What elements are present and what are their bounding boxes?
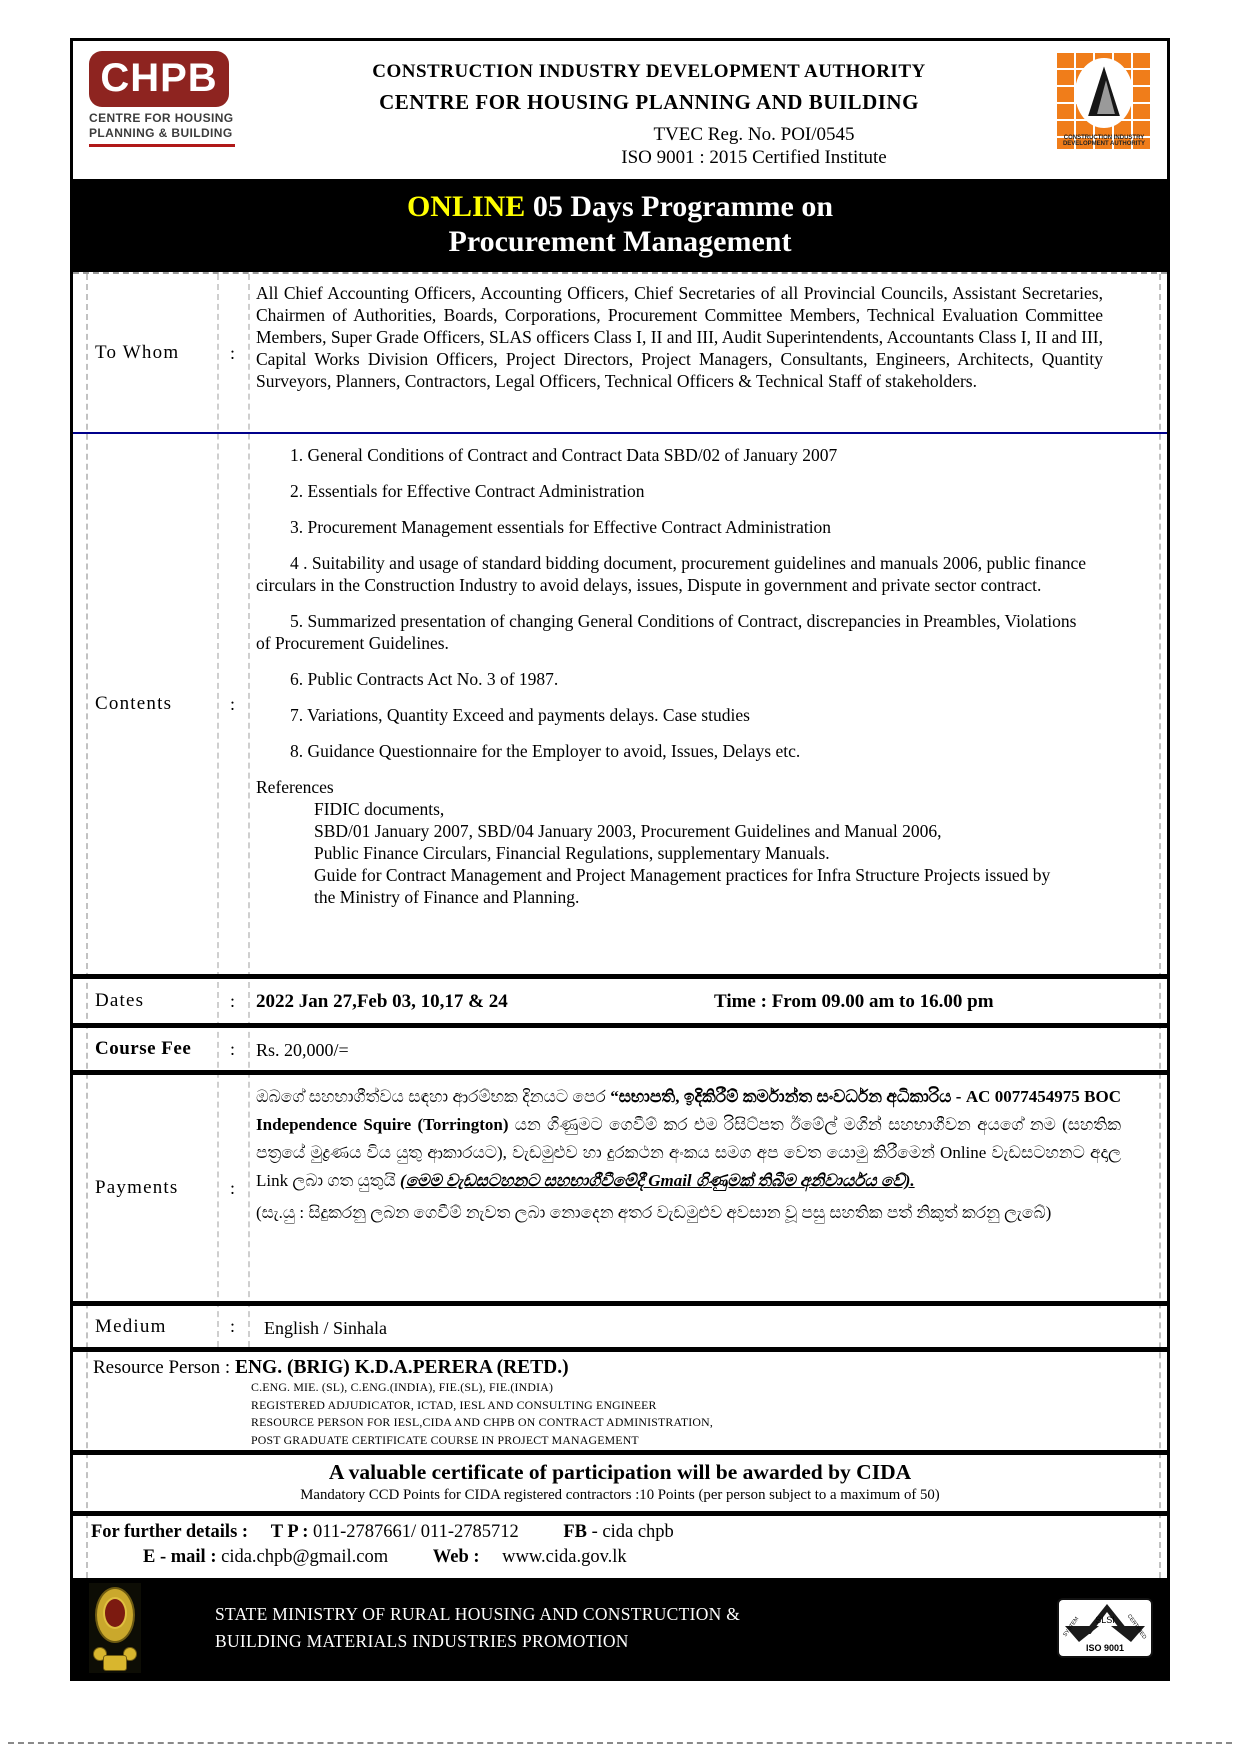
slsi-logo-icon bbox=[1057, 1598, 1153, 1658]
navy-separator bbox=[73, 432, 1167, 434]
row-payments bbox=[73, 1075, 1167, 1301]
contents-item: 2. Essentials for Effective Contract Administration bbox=[290, 481, 645, 501]
email-value: cida.chpb@gmail.com bbox=[221, 1547, 389, 1567]
contents-item: 3. Procurement Management essentials for Effective Contract Administration bbox=[290, 517, 832, 537]
table-body bbox=[73, 272, 1167, 1578]
payments-colon: : bbox=[229, 1177, 235, 1198]
fb-value: - cida chpb bbox=[591, 1522, 674, 1542]
cida-logo-icon bbox=[1057, 53, 1151, 149]
medium-value: English / Sinhala bbox=[264, 1317, 387, 1338]
title-online-word: ONLINE bbox=[406, 190, 526, 223]
emblem-base bbox=[103, 1655, 127, 1671]
to-whom-colon: : bbox=[229, 342, 235, 363]
thick-separator-7 bbox=[73, 1511, 1167, 1516]
header bbox=[73, 41, 1167, 179]
certificate-line1: A valuable certificate of participation will be awarded by CIDA bbox=[328, 1460, 912, 1484]
thick-separator-5 bbox=[73, 1347, 1167, 1352]
details-line2 bbox=[91, 1547, 1167, 1568]
dates-colon: : bbox=[229, 990, 235, 1011]
to-whom-text: All Chief Accounting Officers, Accounting Officers, Chief Secretaries of all Provincial Councils, Assistant Secretaries, Chairmen of Authorities, Boards, Corporations, Procurement Committee Members, Technical Evaluation Committee Members, Super Grade Officers, SLAS officers Class I, II and III, Audit Superintendents, Accountants Class I, II and III, Capital Works Division Officers, Project Directors, Project Managers, Consultants, Engineers, Architects, Quantity Surveyors, Planners, Contractors, Legal Officers, Technical Officers & Technical Staff of stakeholders. bbox=[256, 283, 1103, 391]
emblem-core bbox=[103, 1597, 127, 1629]
resource-person-name: ENG. (BRIG) K.D.A.PERERA (RETD.) bbox=[234, 1357, 569, 1378]
ministry-line1: STATE MINISTRY OF RURAL HOUSING AND CONSTRUCTION & bbox=[215, 1603, 741, 1624]
tp-label: T P : bbox=[270, 1522, 309, 1542]
cida-oval-shape bbox=[1075, 58, 1133, 128]
title-line1-rest: 05 Days Programme on bbox=[525, 190, 834, 223]
reference-line: Guide for Contract Management and Project Management practices for Infra Structure Projects issued by the Ministry of Finance and Planning. bbox=[314, 865, 1051, 907]
web-value: www.cida.gov.lk bbox=[502, 1547, 627, 1567]
payments-paragraph bbox=[256, 1083, 1121, 1195]
web-label: Web : bbox=[432, 1547, 480, 1567]
document-frame bbox=[70, 38, 1170, 1681]
references-list bbox=[256, 798, 1089, 908]
contents-item: 8. Guidance Questionnaire for the Employer to avoid, Issues, Delays etc. bbox=[290, 741, 801, 761]
resource-person-line bbox=[93, 1357, 1167, 1379]
course-fee-colon: : bbox=[229, 1038, 235, 1059]
payments-seg1: ඔබගේ සහභාගීත්වය සඳහා ආරම්භක දිනයට පෙර bbox=[256, 1087, 611, 1106]
row-course-fee bbox=[73, 1028, 1167, 1070]
thick-separator-2 bbox=[73, 1023, 1167, 1028]
cida-logo bbox=[1057, 51, 1157, 175]
references-title: References bbox=[256, 777, 334, 797]
iso-certification: ISO 9001 : 2015 Certified Institute bbox=[621, 147, 887, 168]
slsi-name: SLSI bbox=[1095, 1615, 1115, 1625]
row-dates bbox=[73, 979, 1167, 1023]
contents-item: 4 . Suitability and usage of standard bidding document, procurement guidelines and manuals 2006, public finance circulars in the Construction Industry to avoid delays, issues, Dispute in government and private sector contract. bbox=[256, 553, 1087, 595]
row-medium bbox=[73, 1306, 1167, 1347]
cida-logo-caption: CONSTRUCTION INDUSTRY DEVELOPMENT AUTHORITY bbox=[1062, 134, 1146, 148]
payments-note: (සැ.යු : සිදුකරනු ලබන ගෙවීම් නැවත ලබා නොදෙන අතර වැඩමුළුව අවසාන වූ පසු සහතික පත් නිකුත් කරනු ලැබේ) bbox=[256, 1203, 1052, 1222]
chpb-caption-line2: PLANNING & BUILDING bbox=[89, 126, 233, 140]
slsi-iso-text: ISO 9001 bbox=[1085, 1643, 1125, 1653]
credential-line: RESOURCE PERSON FOR IESL,CIDA AND CHPB ON CONTRACT ADMINISTRATION, bbox=[251, 1415, 713, 1430]
further-details-label: For further details : bbox=[91, 1522, 249, 1542]
chpb-caption-line1: CENTRE FOR HOUSING bbox=[89, 111, 234, 125]
chpb-logo-caption bbox=[89, 111, 235, 147]
contents-item: 5. Summarized presentation of changing General Conditions of Contract, discrepancies in Preambles, Violations of Procurement Guidelines. bbox=[256, 611, 1077, 653]
thick-separator-6 bbox=[73, 1450, 1167, 1455]
tvec-registration: TVEC Reg. No. POI/0545 bbox=[653, 124, 855, 145]
ministry-text bbox=[215, 1601, 740, 1655]
fb-label: FB bbox=[563, 1522, 587, 1542]
course-fee-value: Rs. 20,000/= bbox=[256, 1040, 349, 1060]
chpb-logo bbox=[89, 51, 241, 175]
contents-colon: : bbox=[229, 693, 235, 714]
reference-line: SBD/01 January 2007, SBD/04 January 2003, Procurement Guidelines and Manual 2006, bbox=[314, 821, 942, 841]
row-contents bbox=[73, 434, 1167, 974]
title-line1 bbox=[73, 190, 1167, 225]
title-line2: Procurement Management bbox=[448, 224, 792, 258]
contents-body bbox=[248, 434, 1167, 974]
sri-lanka-emblem-icon bbox=[89, 1583, 141, 1673]
certificate-line2: Mandatory CCD Points for CIDA registered contractors :10 Points (per person subject to a maximum of 50) bbox=[300, 1487, 940, 1503]
footer-band bbox=[73, 1578, 1167, 1678]
time-value: Time : From 09.00 am to 16.00 pm bbox=[714, 991, 994, 1012]
header-center bbox=[241, 51, 1057, 175]
row-to-whom bbox=[73, 274, 1167, 432]
reference-line: Public Finance Circulars, Financial Regulations, supplementary Manuals. bbox=[314, 843, 830, 863]
slsi-certified-text: CERTIFIED bbox=[1125, 1613, 1148, 1641]
thick-separator-1 bbox=[73, 974, 1167, 979]
org-name-line2: CENTRE FOR HOUSING PLANNING AND BUILDING bbox=[379, 90, 919, 114]
contents-item: 6. Public Contracts Act No. 3 of 1987. bbox=[290, 669, 559, 689]
payments-gmail-note: (මෙම වැඩසටහනට සහභාගීවීමේදී Gmail ගිණුමක් තිබීම අනිවාර්යය වේ). bbox=[400, 1171, 915, 1190]
payments-account-bold: “සභාපති, ඉදිකිරීම් කර්මාන්ත සංවර්ධන අධිකාරිය - AC 0077454975 BOC Independence Squire (Torrington) bbox=[256, 1087, 1122, 1134]
certificate-block bbox=[73, 1455, 1167, 1511]
credential-line: C.ENG. MIE. (SL), C.ENG.(INDIA), FIE.(SL), FIE.(INDIA) bbox=[251, 1380, 554, 1394]
ministry-line2: BUILDING MATERIALS INDUSTRIES PROMOTION bbox=[215, 1631, 629, 1651]
medium-colon: : bbox=[229, 1316, 235, 1336]
email-label: E - mail : bbox=[143, 1547, 217, 1567]
resource-credentials bbox=[251, 1379, 1167, 1450]
payments-body bbox=[248, 1075, 1167, 1301]
title-band bbox=[73, 179, 1167, 272]
chpb-logo-acronym: CHPB bbox=[89, 51, 229, 107]
reference-line: FIDIC documents, bbox=[314, 799, 445, 819]
credential-line: REGISTERED ADJUDICATOR, ICTAD, IESL AND CONSULTING ENGINEER bbox=[251, 1397, 657, 1412]
resource-person-label: Resource Person : bbox=[93, 1357, 231, 1378]
org-name-line1: CONSTRUCTION INDUSTRY DEVELOPMENT AUTHORITY bbox=[372, 61, 926, 82]
details-line1 bbox=[91, 1522, 1167, 1543]
payments-label: Payments bbox=[95, 1177, 179, 1198]
row-resource-person bbox=[73, 1352, 1167, 1450]
course-fee-label: Course Fee bbox=[95, 1038, 192, 1059]
thick-separator-4 bbox=[73, 1301, 1167, 1306]
dates-value-cell bbox=[248, 979, 1167, 1023]
medium-label: Medium bbox=[95, 1315, 167, 1337]
contents-item: 1. General Conditions of Contract and Contract Data SBD/02 of January 2007 bbox=[290, 445, 838, 465]
dates-value: 2022 Jan 27,Feb 03, 10,17 & 24 bbox=[256, 991, 508, 1012]
further-details-block bbox=[73, 1516, 1167, 1578]
payments-seg3: යන ගිණුමට ගෙවීම් කර එම රිසිට්පත ඊමේල් මගින් සහභාගීවන අයගේ නම (සහතික පත්‍රයේ මුද්‍රණය විය යුතු ආකාරයට), වැඩමුළුව හා දුරකථන අංකය සමග අප වෙත යොමු කිරීමෙන් Online වැඩසටහනට අදාල Link ලබා ගත යුතුයි bbox=[256, 1115, 1121, 1190]
to-whom-label: To Whom bbox=[95, 342, 180, 363]
contents-items bbox=[256, 444, 1089, 762]
credential-line: POST GRADUATE CERTIFICATE COURSE IN PROJECT MANAGEMENT bbox=[251, 1433, 639, 1448]
contents-label: Contents bbox=[95, 693, 173, 714]
grid-zone bbox=[73, 274, 1167, 1347]
bottom-dashed-line bbox=[8, 1742, 1232, 1744]
slsi-system-text: SYSTEM bbox=[1062, 1616, 1081, 1638]
tp-value: 011-2787661/ 011-2785712 bbox=[313, 1522, 519, 1542]
contents-item: 7. Variations, Quantity Exceed and payments delays. Case studies bbox=[290, 705, 750, 725]
thick-separator-3 bbox=[73, 1070, 1167, 1075]
dates-label: Dates bbox=[95, 990, 145, 1011]
